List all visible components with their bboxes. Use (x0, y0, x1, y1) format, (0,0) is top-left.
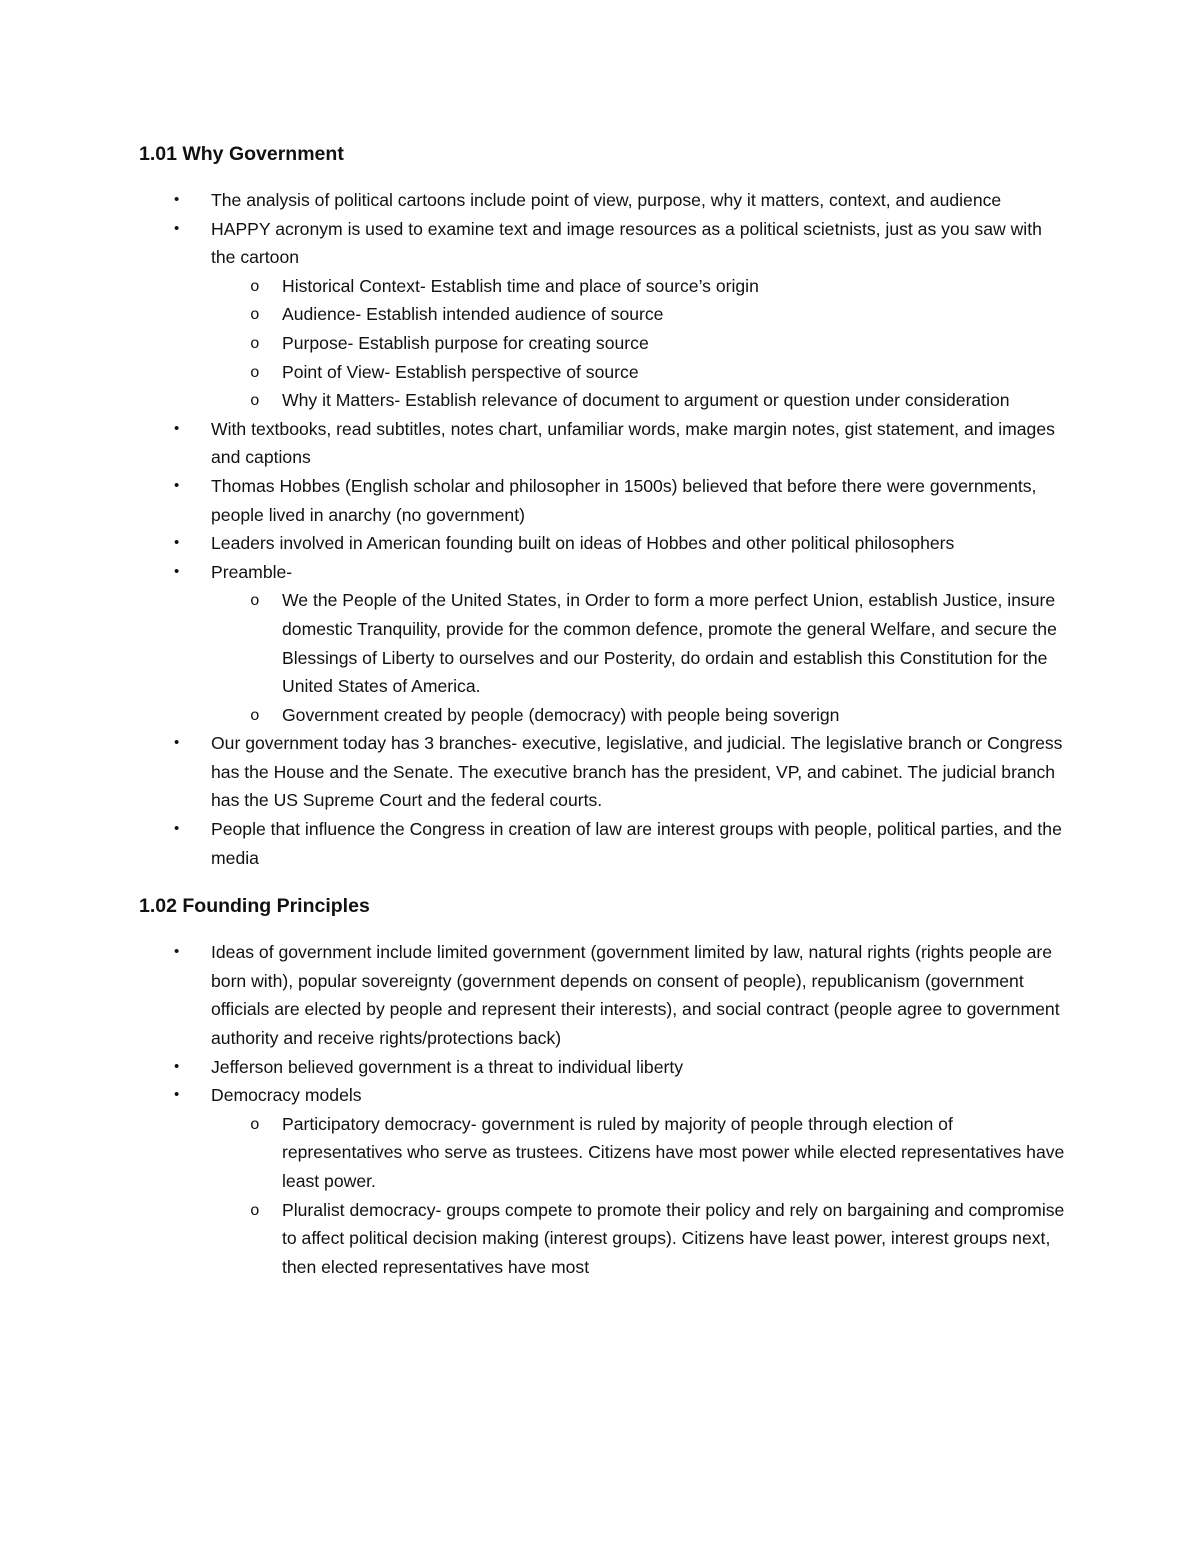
sub-bullet-list (211, 272, 1069, 415)
sub-bullet-list (211, 1110, 1069, 1282)
bullet-icon: • (174, 1057, 180, 1075)
bullet-icon: • (174, 534, 180, 552)
circle-bullet-icon: o (250, 592, 260, 611)
sub-list-item: o We the People of the United States, in Order to form a more perfect Union, establish Justice, insure domestic Tranquility, provide for the common defence, promote the general Welfare, and secure the Blessings of Liberty to ourselves and our Posterity, do ordain and establish this Constitution for the United States of America. (282, 586, 1069, 700)
list-item: • Our government today has 3 branches- executive, legislative, and judicial. The legislative branch or Congress has the House and the Senate. The executive branch has the president, VP, and cabinet. The judicial branch has the US Supreme Court and the federal courts. (211, 729, 1069, 815)
bullet-icon: • (174, 191, 180, 208)
bullet-icon: • (174, 1086, 180, 1104)
bullet-icon: • (174, 419, 180, 437)
list-item: • Preamble- o We the People of the United States, in Order to form a more perfect Union, establish Justice, insure domestic Tranquility, provide for the common defence, promote the general Welfare, and secure the Blessings of Liberty to ourselves and our Posterity, do ordain and establish this Constitution for the United States of America. o Government created by people (democracy) with people being soverign (211, 558, 1069, 730)
sub-list-item: o Audience- Establish intended audience of source (282, 300, 1069, 329)
sub-list-item: o Pluralist democracy- groups compete to promote their policy and rely on bargaining and compromise to affect political decision making (interest groups). Citizens have least power, interest groups next, then elected representatives have most (282, 1196, 1069, 1282)
list-item: • With textbooks, read subtitles, notes chart, unfamiliar words, make margin notes, gist statement, and images and captions (211, 415, 1069, 472)
sub-list-item: o Historical Context- Establish time and place of source’s origin (282, 272, 1069, 301)
sub-list-item: o Participatory democracy- government is ruled by majority of people through election of representatives who serve as trustees. Citizens have most power while elected representatives have least power. (282, 1110, 1069, 1196)
section-heading-why-government: 1.01 Why Government (139, 143, 344, 165)
sub-list-item: o Why it Matters- Establish relevance of document to argument or question under consideration (282, 386, 1069, 415)
bullet-icon: • (174, 820, 180, 838)
circle-bullet-icon: o (250, 363, 260, 382)
list-item: • The analysis of political cartoons include point of view, purpose, why it matters, context, and audience (211, 186, 1069, 215)
bullet-icon: • (174, 943, 180, 961)
list-item: • Ideas of government include limited government (government limited by law, natural rights (rights people are born with), popular sovereignty (government depends on consent of people), republicanism (government officials are elected by people and represent their interests), and social contract (people agree to government authority and receive rights/protections back) (211, 938, 1069, 1052)
sub-bullet-list (211, 586, 1069, 729)
list-item: • HAPPY acronym is used to examine text and image resources as a political scietnists, just as you saw with the cartoon o Historical Context- Establish time and place of source’s origin o Audience- Establish intended audience of source o Purpose- Establish purpose for creating source o Point of View- Establish perspective of source o Why it Matters- Establish relevance of document to argument or question under consideration (211, 215, 1069, 415)
list-item: • People that influence the Congress in creation of law are interest groups with people, political parties, and the media (211, 815, 1069, 872)
circle-bullet-icon: o (250, 306, 260, 325)
bullet-icon: • (174, 562, 180, 580)
document-page (139, 140, 1069, 1281)
section-heading-founding-principles: 1.02 Founding Principles (139, 895, 370, 918)
list-item: • Jefferson believed government is a threat to individual liberty (211, 1053, 1069, 1082)
list-item: • Thomas Hobbes (English scholar and philosopher in 1500s) believed that before there were governments, people lived in anarchy (no government) (211, 472, 1069, 529)
circle-bullet-icon: o (250, 277, 260, 296)
sub-list-item: o Point of View- Establish perspective of source (282, 358, 1069, 387)
circle-bullet-icon: o (250, 706, 260, 725)
circle-bullet-icon: o (250, 1201, 260, 1220)
circle-bullet-icon: o (250, 392, 260, 411)
list-item: • Leaders involved in American founding built on ideas of Hobbes and other political philosophers (211, 529, 1069, 558)
bullet-icon: • (174, 476, 180, 494)
circle-bullet-icon: o (250, 1115, 260, 1134)
bullet-list (139, 938, 1069, 1281)
sub-list-item: o Purpose- Establish purpose for creating source (282, 329, 1069, 358)
sub-list-item: o Government created by people (democracy) with people being soverign (282, 701, 1069, 730)
bullet-icon: • (174, 219, 180, 237)
bullet-list (139, 186, 1069, 872)
bullet-icon: • (174, 734, 180, 752)
list-item: • Democracy models o Participatory democracy- government is ruled by majority of people through election of representatives who serve as trustees. Citizens have most power while elected representatives have least power. o Pluralist democracy- groups compete to promote their policy and rely on bargaining and compromise to affect political decision making (interest groups). Citizens have least power, interest groups next, then elected representatives have most (211, 1081, 1069, 1281)
circle-bullet-icon: o (250, 334, 260, 353)
